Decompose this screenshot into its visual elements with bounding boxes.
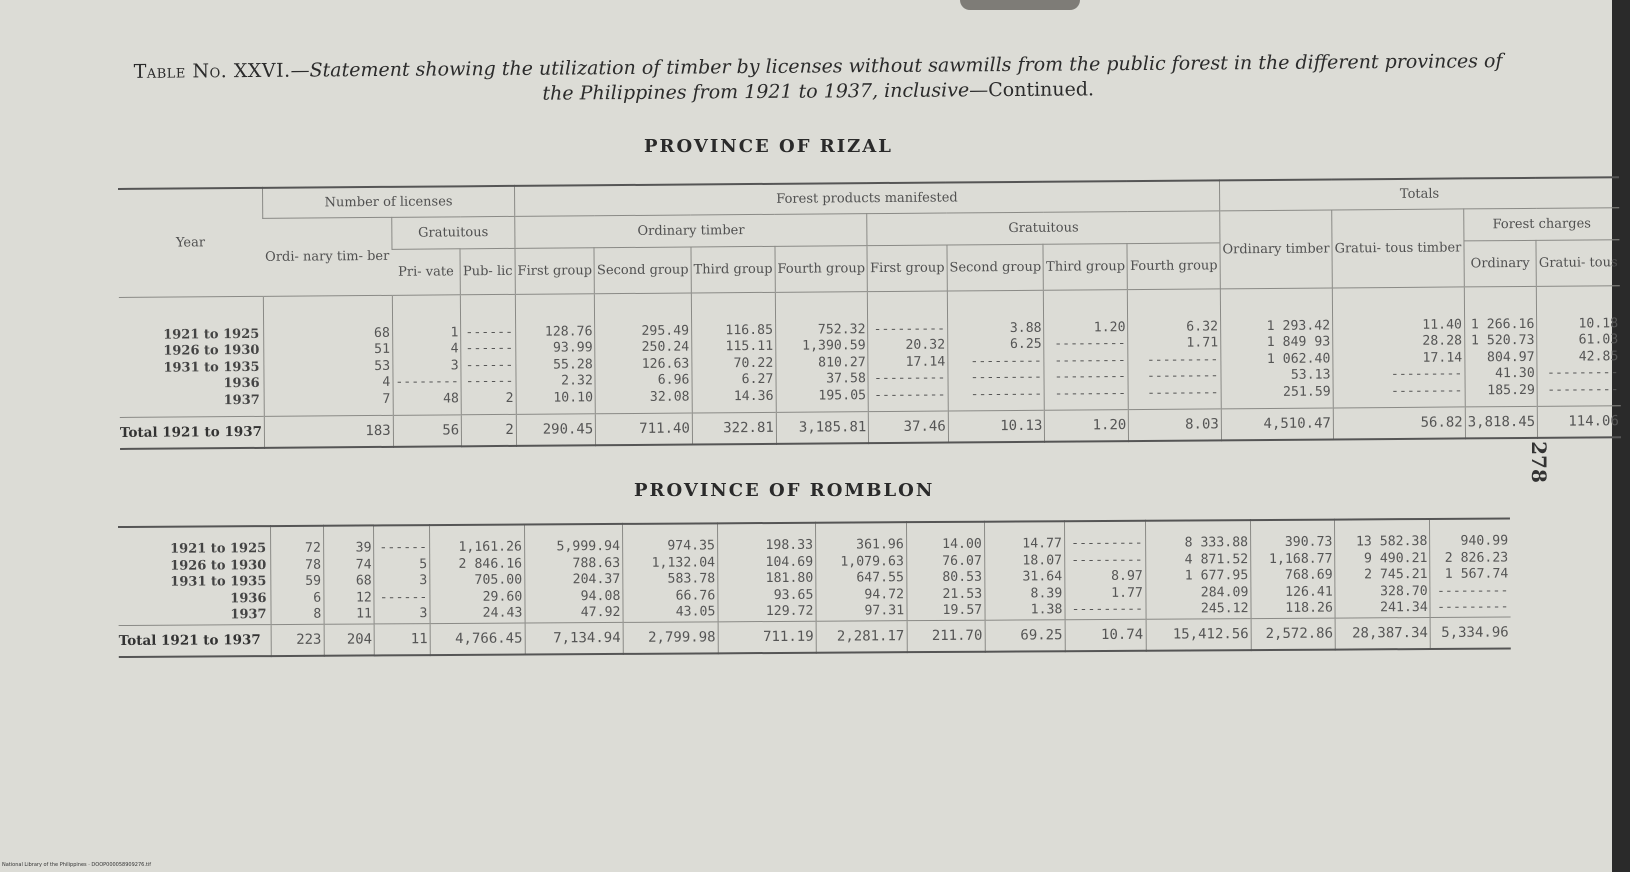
data-cell: 8 (313, 606, 322, 622)
province-title-romblon: PROVINCE OF ROMBLON (634, 480, 935, 501)
data-cell: 1 293.42 (1266, 317, 1331, 334)
data-column-ord_lic (271, 526, 324, 624)
data-column-o2 (595, 293, 693, 414)
data-cell: 74 (355, 556, 372, 573)
data-column-g2 (906, 522, 985, 620)
data-cell: 1 (450, 324, 459, 340)
data-cell: 1,168.77 (1268, 551, 1333, 567)
data-cell: 6.96 (657, 372, 690, 388)
data-cell: 31.64 (1022, 569, 1063, 585)
header-totals-ordinary-timber: Ordinary timber (1220, 209, 1333, 288)
data-cell: --------- (1071, 535, 1143, 552)
data-cell: 1,161.26 (458, 539, 523, 555)
total-cell: 3,818.45 (1465, 406, 1538, 438)
year-label: 1936 (230, 590, 267, 606)
total-cell: 183 (264, 415, 393, 448)
data-cell: 328.70 (1380, 583, 1428, 599)
data-column-o4 (775, 291, 868, 412)
data-cell: --------- (1054, 336, 1126, 352)
data-cell: 1,132.04 (651, 554, 716, 571)
data-cell: 2 846.16 (458, 556, 523, 572)
data-cell: 788.63 (572, 555, 621, 571)
data-cell: 7 (382, 391, 391, 407)
total-label: Total 1921 to 1937 (119, 624, 272, 656)
data-cell: 94.08 (580, 588, 621, 604)
data-cell: 1 520.73 (1470, 332, 1535, 349)
year-label: 1937 (230, 607, 267, 623)
data-cell: 41.30 (1495, 365, 1535, 382)
data-cell: --------- (1054, 352, 1126, 369)
data-cell: 68 (355, 573, 372, 589)
data-cell: ------ (465, 324, 514, 340)
data-cell: 284.09 (1200, 584, 1249, 600)
data-column-o3 (691, 292, 776, 413)
data-cell: 1.71 (1186, 335, 1219, 351)
data-cell: 1,079.63 (840, 553, 904, 570)
year-label: 1921 to 1925 (170, 541, 267, 557)
total-cell: 15,412.56 (1146, 618, 1252, 650)
data-cell: 1,390.59 (802, 338, 866, 354)
header-forest-products: Forest products manifested (514, 180, 1219, 216)
data-cell: 810.27 (818, 354, 866, 371)
total-cell: 8.03 (1129, 408, 1222, 440)
data-cell: 5 (419, 556, 428, 572)
data-cell: 48 (443, 390, 460, 406)
data-cell: --------- (1071, 601, 1144, 618)
data-cell: 11.40 (1422, 316, 1463, 333)
data-cell: 43.05 (675, 604, 716, 620)
data-cell: 18.07 (1022, 552, 1063, 568)
data-cell: 32.08 (649, 389, 690, 405)
data-cell: 68 (373, 325, 390, 341)
data-cell: 1 062.40 (1266, 350, 1331, 367)
data-cell: 126.63 (641, 356, 690, 372)
total-cell: 2,281.17 (816, 620, 907, 652)
data-cell: 94.72 (864, 586, 905, 602)
total-cell: 56 (393, 414, 462, 446)
data-cell: --------- (970, 386, 1043, 402)
data-cell: 12 (355, 589, 372, 606)
data-cell: 93.65 (773, 587, 814, 603)
data-column-g1 (815, 522, 906, 621)
data-column-c_ord (1335, 519, 1431, 618)
data-cell: --------- (970, 369, 1043, 386)
data-cell: 28.28 (1422, 333, 1463, 349)
header-ord-third-group: Third group (691, 246, 775, 293)
year-label: 1931 to 1935 (170, 574, 267, 590)
total-cell: 56.82 (1333, 406, 1465, 439)
data-cell: 804.97 (1486, 349, 1535, 365)
data-cell: 10.18 (1578, 315, 1619, 332)
year-label: 1926 to 1930 (163, 342, 260, 359)
total-cell: 1.20 (1045, 409, 1129, 441)
data-column-pub (374, 525, 430, 623)
header-grat-fourth-group: Fourth group (1127, 242, 1220, 289)
data-cell: ------ (465, 340, 514, 357)
data-cell: 76.07 (942, 553, 982, 569)
caption-prefix: Table No. XXVI. (133, 59, 291, 83)
data-cell: -------- (395, 374, 459, 390)
header-ordinary-timber: Ordinary timber (515, 213, 868, 248)
data-cell: 1 266.16 (1470, 316, 1535, 332)
total-label: Total 1921 to 1937 (120, 416, 265, 449)
data-cell: 3 (419, 573, 428, 589)
caption-statement: —Statement showing the utilization of timber by licenses without sawmills from the public forest in the different provinces of the Philippines from 1921 to 1937, inclusive— (290, 50, 1503, 105)
total-cell: 4,510.47 (1221, 407, 1333, 439)
data-cell: 13 582.38 (1355, 534, 1428, 550)
year-label: 1936 (223, 375, 260, 392)
data-cell: 8.97 (1111, 568, 1143, 584)
data-column-priv (392, 294, 461, 415)
total-cell: 2,572.86 (1251, 618, 1336, 650)
data-column-o3 (622, 523, 718, 622)
data-cell: --------- (873, 321, 946, 337)
data-cell: 61.03 (1578, 332, 1619, 348)
data-column-priv (323, 525, 374, 623)
data-cell: 104.69 (765, 554, 814, 570)
data-cell: --------- (1071, 552, 1143, 568)
data-cell: 59 (305, 573, 322, 589)
data-cell: --------- (1547, 381, 1619, 398)
data-cell: --------- (1054, 369, 1126, 385)
header-ord-fourth-group: Fourth group (775, 245, 868, 292)
data-column-t_ord (1220, 287, 1333, 408)
header-ord-first-group: First group (515, 247, 595, 294)
data-cell: 97.31 (864, 603, 905, 619)
data-cell: 6.32 (1186, 318, 1219, 335)
data-cell: 39 (355, 540, 372, 556)
header-totals-gratuitous-timber: Gratui- tous timber (1332, 208, 1464, 287)
year-label: 1937 (223, 392, 260, 408)
data-cell: 583.78 (667, 571, 716, 587)
data-cell: 10.10 (553, 389, 594, 406)
data-cell: 66.76 (675, 587, 716, 604)
total-cell: 2,799.98 (623, 621, 718, 653)
total-cell: 10.13 (948, 410, 1045, 442)
total-cell: 37.46 (869, 410, 949, 442)
data-cell: ------ (379, 589, 428, 605)
data-cell: 93.99 (552, 340, 593, 356)
data-cell: 70.22 (733, 355, 774, 371)
data-cell: 80.53 (942, 569, 983, 585)
total-cell: 322.81 (692, 412, 776, 444)
data-cell: 1.20 (1093, 319, 1126, 335)
data-cell: --------- (1146, 368, 1219, 384)
scan-smudge (960, 0, 1080, 10)
data-cell: ------ (379, 540, 428, 556)
data-cell: 116.85 (725, 322, 774, 338)
data-cell: --------- (1147, 384, 1219, 401)
data-cell: 6.25 (1009, 336, 1042, 352)
data-column-g3 (1044, 289, 1129, 410)
archive-footer: National Library of the Philippines · DOOP000058909276.tif (2, 862, 152, 868)
data-cell: 181.80 (765, 570, 814, 587)
data-column-c_grat (1430, 518, 1511, 616)
data-cell: 2 (505, 390, 514, 406)
table-rizal (118, 177, 1619, 449)
data-column-t_grat (1250, 520, 1335, 619)
data-cell: --------- (1390, 366, 1463, 383)
total-cell: 114.06 (1538, 405, 1621, 437)
data-cell: 24.43 (482, 605, 523, 621)
header-number-of-licenses: Number of licenses (263, 186, 515, 218)
data-cell: 8 333.88 (1184, 535, 1249, 551)
header-private: Pri- vate (392, 248, 461, 295)
data-cell: 55.28 (552, 356, 593, 373)
data-cell: 768.69 (1284, 567, 1333, 583)
total-cell: 10.74 (1065, 619, 1146, 651)
total-cell: 11 (374, 623, 430, 655)
data-cell: 3.88 (1009, 320, 1042, 336)
data-cell: --------- (1436, 583, 1509, 599)
data-cell: 3 (450, 357, 459, 373)
total-cell: 711.19 (718, 621, 816, 653)
data-cell: 19.57 (942, 602, 983, 618)
header-grat-third-group: Third group (1043, 243, 1127, 290)
data-cell: 47.92 (580, 604, 621, 621)
data-column-g3 (984, 521, 1065, 619)
data-cell: --------- (1390, 382, 1463, 399)
data-cell: 5,999.94 (556, 538, 621, 555)
data-cell: 37.58 (826, 371, 866, 387)
data-cell: 6 (313, 590, 322, 606)
data-cell: --------- (1146, 351, 1219, 368)
data-cell: 9 490.21 (1363, 550, 1428, 566)
data-cell: 72 (304, 540, 321, 556)
data-cell: 42.85 (1578, 348, 1619, 365)
data-cell: 195.05 (818, 387, 867, 404)
data-cell: 250.24 (641, 339, 690, 355)
data-column-g4 (1064, 521, 1145, 619)
data-cell: 51 (374, 341, 391, 357)
header-gratuitous-timber: Gratuitous (867, 210, 1220, 245)
data-column-o1 (429, 525, 525, 624)
data-cell: 6.27 (741, 371, 774, 388)
header-forest-charges: Forest charges (1464, 207, 1620, 240)
data-cell: 361.96 (856, 537, 904, 553)
data-column-pub (461, 294, 517, 414)
data-column-t_ord (1145, 520, 1251, 619)
data-cell: 126.41 (1285, 584, 1333, 600)
data-cell: 940.99 (1460, 533, 1509, 549)
data-cell: 128.76 (544, 323, 593, 340)
data-cell: 3 (419, 606, 428, 622)
data-cell: 1 849 93 (1266, 334, 1331, 350)
data-cell: 198.33 (765, 537, 814, 554)
data-cell: 129.72 (765, 603, 814, 620)
data-cell: 245.12 (1200, 601, 1249, 617)
data-cell: 1.77 (1111, 585, 1143, 601)
header-year: Year (118, 188, 263, 297)
data-cell: --------- (1054, 385, 1127, 402)
data-cell: 8.39 (1030, 585, 1063, 601)
data-cell: 29.60 (482, 589, 523, 605)
data-column-ord_lic (263, 295, 393, 416)
caption-suffix: Continued. (988, 78, 1095, 102)
data-cell: 53.13 (1290, 367, 1331, 383)
total-cell: 4,766.45 (430, 623, 525, 655)
data-cell: 20.32 (905, 337, 946, 353)
year-label: 1921 to 1925 (163, 326, 260, 343)
total-cell: 2 (462, 414, 517, 446)
province-title-rizal: PROVINCE OF RIZAL (644, 136, 893, 157)
total-cell: 290.45 (516, 413, 596, 445)
total-cell: 7,134.94 (525, 622, 623, 654)
data-cell: 251.59 (1282, 383, 1331, 400)
data-cell: 14.00 (942, 536, 982, 552)
data-cell: 17.14 (905, 354, 946, 370)
data-cell: 241.34 (1380, 600, 1428, 616)
data-cell: 647.55 (856, 570, 905, 586)
data-cell: --------- (1546, 365, 1619, 381)
data-cell: 204.37 (572, 571, 621, 588)
data-cell: --------- (873, 370, 946, 387)
data-cell: 185.29 (1487, 382, 1535, 398)
data-cell: 78 (305, 557, 322, 573)
data-cell: ------ (465, 357, 514, 373)
data-cell: 115.11 (725, 338, 774, 355)
table-row (118, 518, 1511, 625)
table-caption (118, 49, 1518, 110)
data-cell: 53 (374, 358, 391, 374)
data-cell: 2 826.23 (1444, 550, 1509, 566)
total-cell: 69.25 (985, 619, 1065, 651)
data-cell: --------- (1437, 599, 1509, 615)
header-public: Pub- lic (460, 248, 515, 294)
header-charges-gratuitous: Gratui- tous (1536, 239, 1620, 286)
data-column-o4 (717, 523, 816, 622)
data-column-o2 (524, 524, 623, 623)
data-cell: 17.14 (1422, 349, 1463, 366)
data-column-years (119, 296, 265, 417)
table-romblon (118, 517, 1511, 657)
data-cell: 4 (450, 341, 459, 357)
total-cell: 5,334.96 (1430, 616, 1510, 648)
header-grat-first-group: First group (867, 244, 947, 291)
data-cell: 4 871.52 (1184, 551, 1249, 567)
data-column-g2 (947, 290, 1045, 411)
data-column-o1 (515, 293, 595, 414)
data-cell: 2.32 (561, 373, 593, 389)
data-cell: --------- (970, 353, 1042, 369)
year-label: 1931 to 1935 (163, 359, 260, 376)
data-cell: 14.36 (733, 388, 774, 404)
data-cell: 1 677.95 (1184, 568, 1249, 584)
data-column-c_ord (1464, 286, 1537, 407)
data-cell: --------- (873, 387, 946, 403)
data-cell: 295.49 (641, 323, 690, 339)
data-column-c_grat (1537, 285, 1621, 406)
header-totals: Totals (1219, 177, 1619, 210)
data-cell: 974.35 (667, 538, 716, 554)
header-ordinary-timber-licenses: Ordi- nary tim- ber (263, 217, 392, 296)
data-cell: 390.73 (1284, 534, 1333, 550)
data-column-g4 (1128, 288, 1221, 409)
data-cell: 1 567.74 (1444, 566, 1509, 582)
data-cell: 118.26 (1285, 600, 1333, 616)
header-grat-second-group: Second group (947, 244, 1044, 291)
total-cell: 28,387.34 (1335, 617, 1430, 649)
total-cell: 711.40 (596, 412, 693, 444)
data-cell: 4 (382, 374, 391, 390)
data-column-t_grat (1332, 286, 1465, 407)
table-row (119, 285, 1621, 417)
data-cell: ------ (465, 373, 514, 390)
total-cell: 3,185.81 (776, 411, 869, 443)
data-cell: 705.00 (474, 572, 523, 588)
data-cell: 14.77 (1022, 536, 1063, 552)
total-cell: 204 (324, 623, 375, 655)
year-label: 1926 to 1930 (170, 557, 267, 574)
header-gratuitous-licenses: Gratuitous (392, 216, 515, 249)
total-cell: 223 (271, 624, 324, 656)
header-charges-ordinary: Ordinary (1464, 240, 1537, 287)
data-cell: 2 745.21 (1364, 567, 1428, 583)
header-ord-second-group: Second group (594, 247, 691, 294)
data-cell: 1.38 (1030, 602, 1063, 618)
data-column-g1 (868, 290, 948, 411)
total-cell: 211.70 (907, 620, 985, 652)
data-cell: 752.32 (817, 321, 866, 338)
data-column-years (118, 526, 271, 625)
page-number: 278 (1526, 441, 1551, 483)
data-cell: 21.53 (942, 586, 983, 602)
data-cell: 11 (355, 606, 372, 622)
